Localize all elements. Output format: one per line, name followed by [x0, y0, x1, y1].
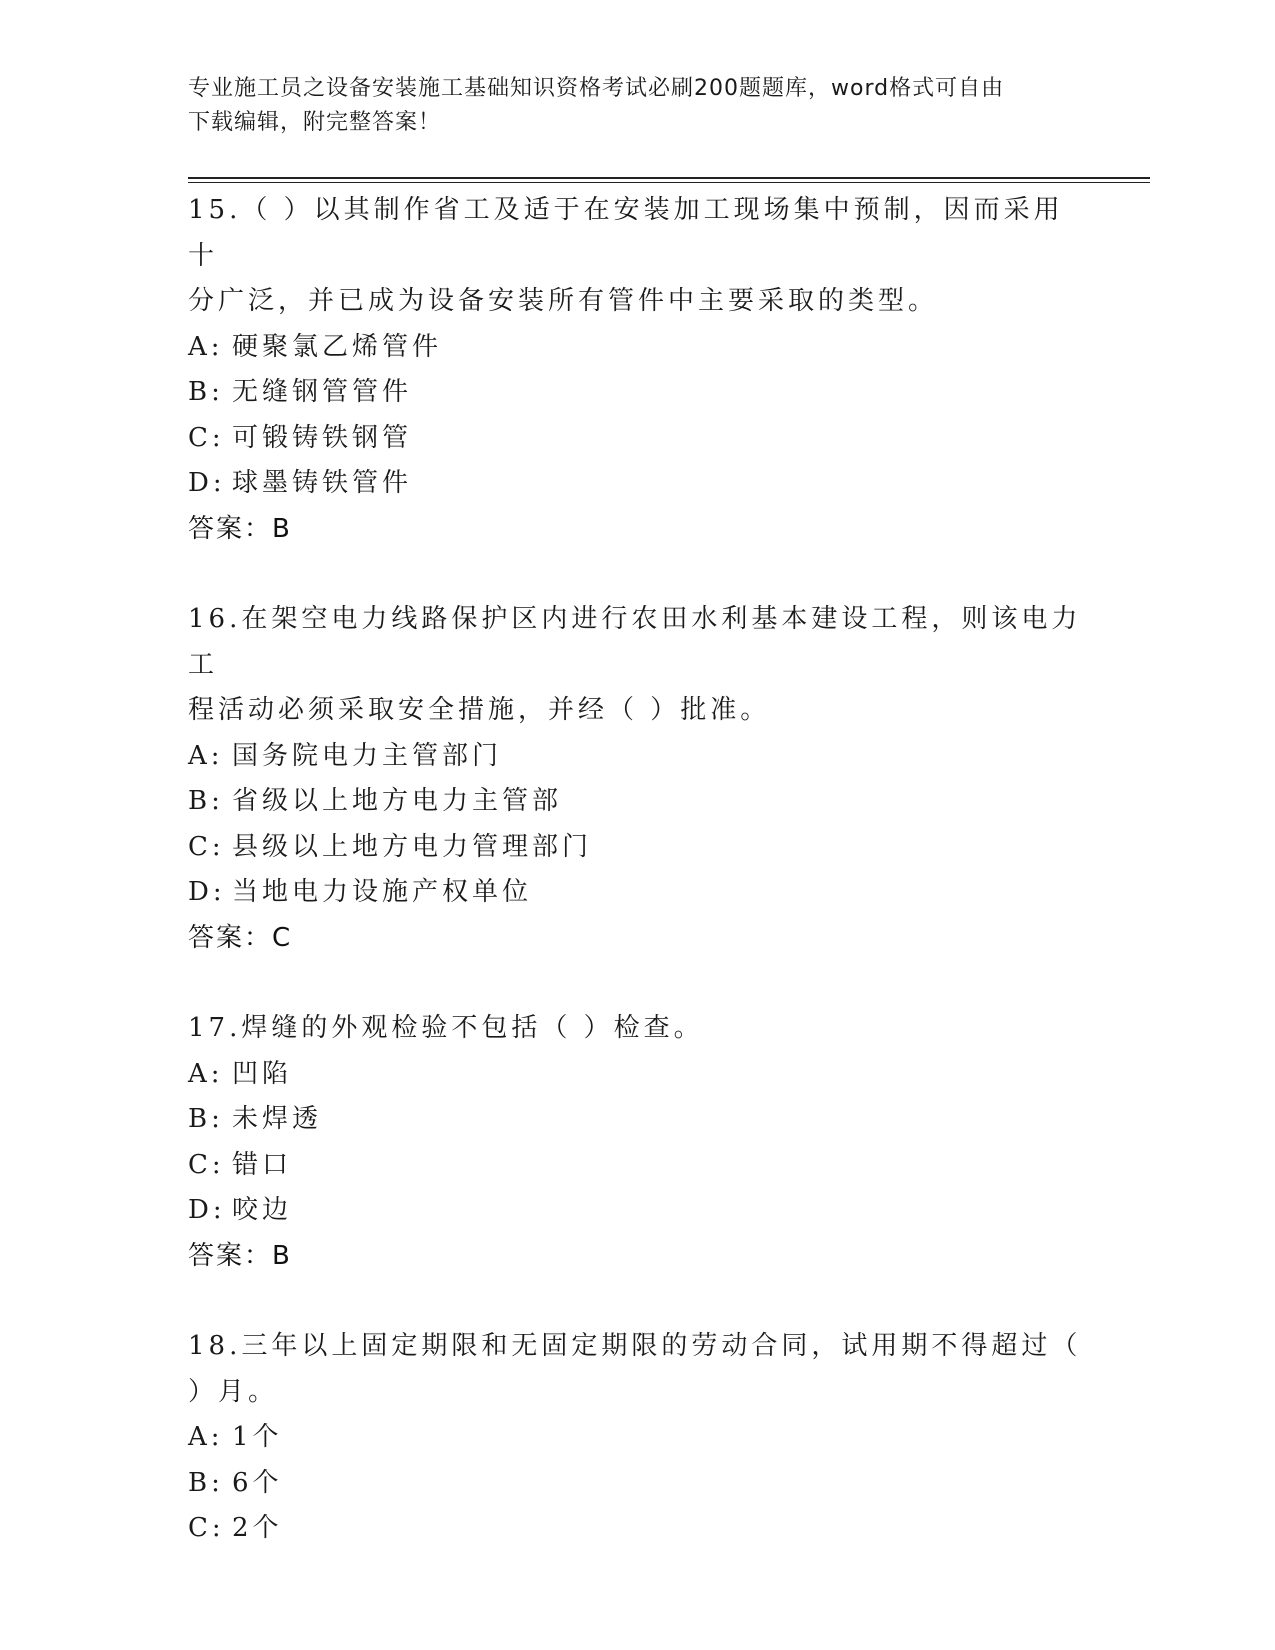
option-c	[188, 1506, 1088, 1552]
question-17	[188, 1006, 1088, 1279]
option-letter: B:	[188, 1467, 224, 1498]
question-stem-line: 程活动必须采取安全措施，并经（ ）批准。	[188, 695, 771, 725]
question-spacer	[188, 961, 1088, 1006]
option-letter: D:	[188, 468, 226, 498]
option-a	[188, 1415, 1088, 1461]
option-letter: A:	[188, 740, 224, 771]
option-text: 可锻铸铁钢管	[232, 422, 413, 453]
option-text: 省级以上地方电力主管部	[232, 786, 563, 816]
option-b	[188, 1461, 1088, 1507]
option-d	[188, 1188, 1088, 1234]
option-text: 2个	[232, 1513, 283, 1543]
question-16	[188, 597, 1088, 961]
header-divider-thick	[188, 177, 1150, 179]
option-a	[188, 325, 1088, 371]
answer-line: 答案：B	[188, 1240, 292, 1271]
option-text: 硬聚氯乙烯管件	[232, 331, 443, 362]
question-stem-line: 18.三年以上固定期限和无固定期限的劳动合同，试用期不得超过（	[188, 1331, 1082, 1361]
question-list	[188, 188, 1088, 1552]
option-text: 无缝钢管管件	[232, 377, 413, 407]
option-letter: B:	[188, 377, 224, 407]
option-text: 错口	[232, 1149, 293, 1180]
option-text: 咬边	[232, 1195, 293, 1225]
option-letter: C:	[188, 1149, 225, 1180]
option-a	[188, 1052, 1088, 1098]
option-text: 国务院电力主管部门	[232, 740, 503, 771]
question-stem-line: ）月。	[188, 1376, 279, 1407]
option-text: 当地电力设施产权单位	[232, 877, 533, 907]
option-b	[188, 370, 1088, 416]
option-text: 1个	[232, 1422, 283, 1452]
option-letter: C:	[188, 1513, 225, 1543]
option-c	[188, 825, 1088, 871]
document-header	[188, 72, 1078, 140]
option-letter: B:	[188, 1104, 224, 1134]
option-d	[188, 870, 1088, 916]
option-letter: D:	[188, 1195, 226, 1225]
option-b	[188, 1097, 1088, 1143]
option-letter: B:	[188, 786, 224, 816]
question-spacer	[188, 552, 1088, 597]
option-letter: A:	[188, 1422, 224, 1452]
option-a	[188, 734, 1088, 780]
option-c	[188, 1143, 1088, 1189]
option-text: 凹陷	[232, 1058, 293, 1089]
header-divider-thin	[188, 182, 1150, 183]
question-stem-line: 分广泛，并已成为设备安装所有管件中主要采取的类型。	[188, 286, 939, 316]
option-letter: D:	[188, 877, 226, 907]
header-line-2: 下载编辑，附完整答案！	[188, 110, 442, 135]
answer-line: 答案：C	[188, 922, 293, 953]
option-letter: A:	[188, 1058, 224, 1089]
question-stem-line: 17.焊缝的外观检验不包括（ ）检查。	[188, 1013, 704, 1043]
option-text: 县级以上地方电力管理部门	[232, 831, 593, 862]
option-text: 球墨铸铁管件	[232, 468, 413, 498]
question-stem-line: 16.在架空电力线路保护区内进行农田水利基本建设工程，则该电力工	[188, 604, 1082, 680]
option-b	[188, 779, 1088, 825]
option-d	[188, 461, 1088, 507]
option-c	[188, 416, 1088, 462]
option-letter: C:	[188, 831, 225, 862]
header-line-1: 专业施工员之设备安装施工基础知识资格考试必刷200题题库，word格式可自由	[188, 76, 1005, 101]
option-text: 6个	[232, 1467, 283, 1498]
question-stem-line: 15.（ ）以其制作省工及适于在安装加工现场集中预制，因而采用十	[188, 195, 1064, 271]
question-spacer	[188, 1279, 1088, 1324]
answer-line: 答案：B	[188, 513, 292, 544]
option-text: 未焊透	[232, 1104, 323, 1134]
option-letter: C:	[188, 422, 225, 453]
question-18	[188, 1324, 1088, 1552]
option-letter: A:	[188, 331, 224, 362]
question-15	[188, 188, 1088, 552]
